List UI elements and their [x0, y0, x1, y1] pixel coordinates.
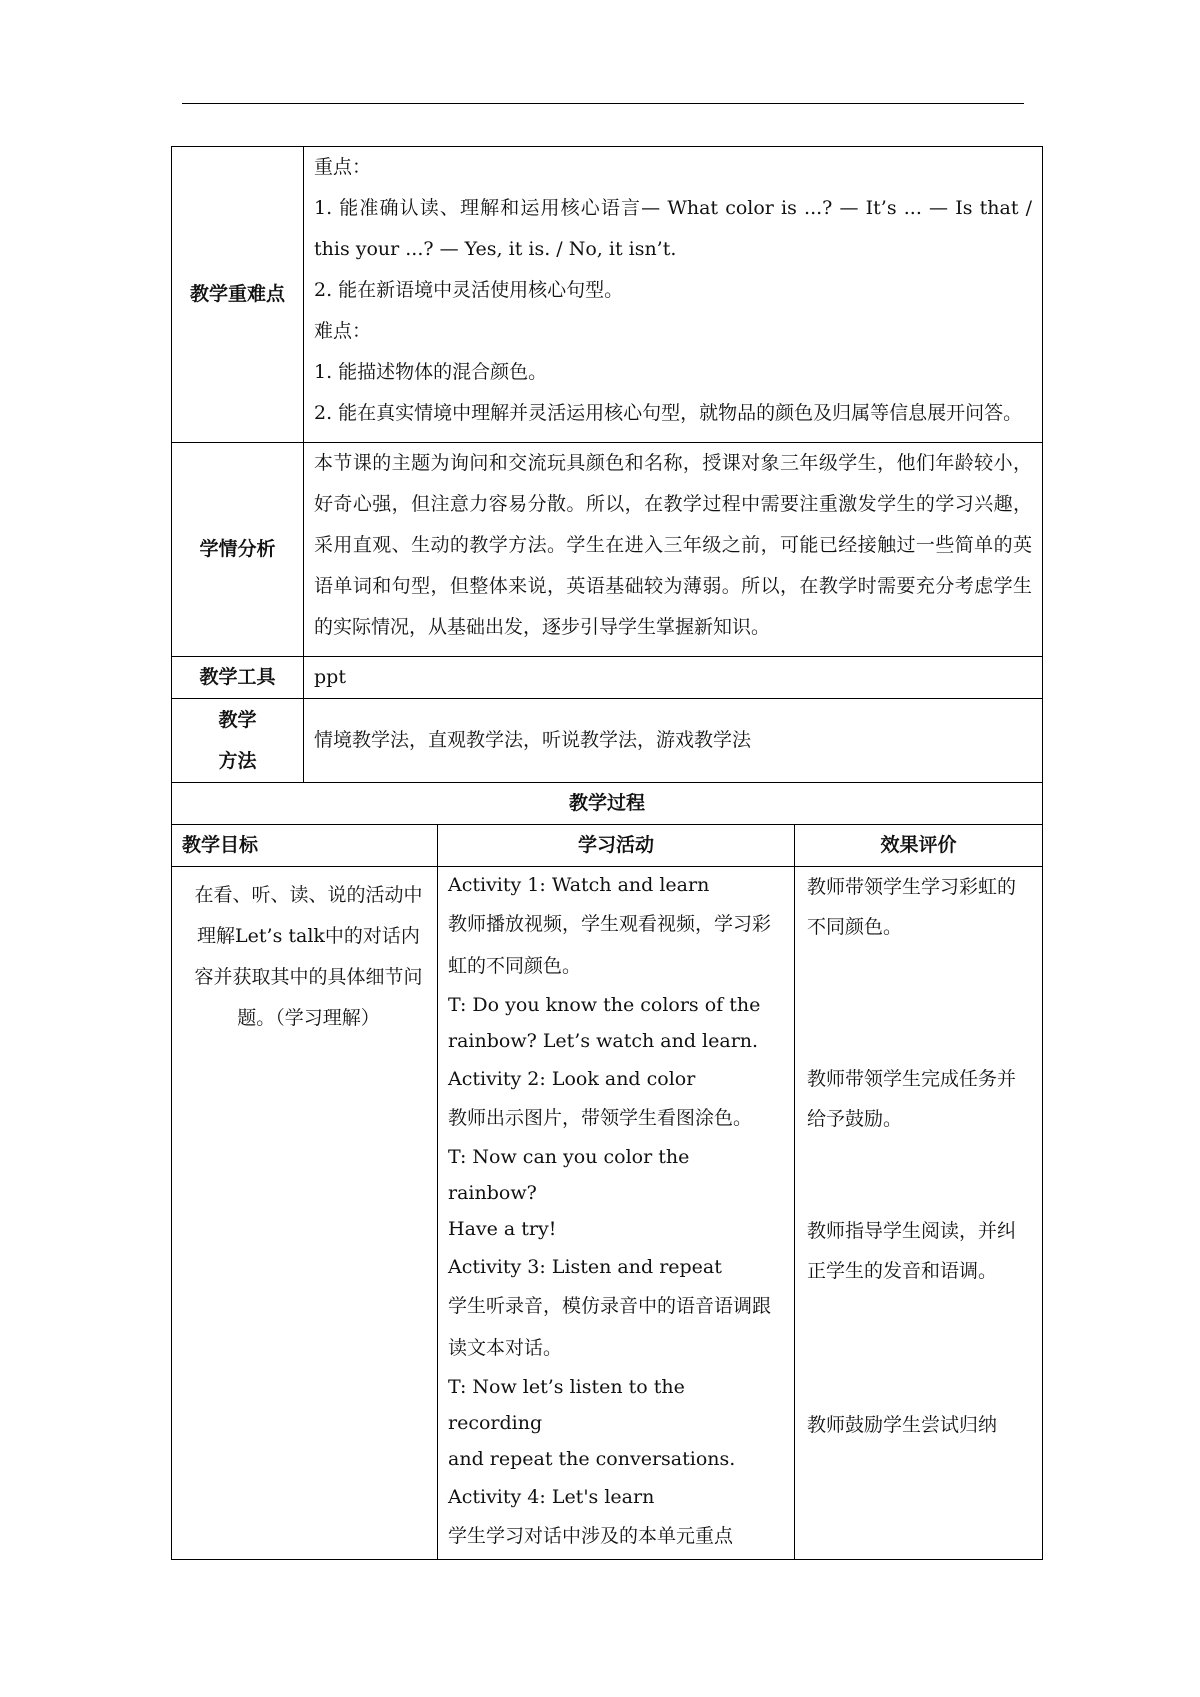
process-title-row — [172, 783, 1043, 825]
difficulty-label: 教学重难点 — [172, 147, 304, 443]
analysis-label: 学情分析 — [172, 443, 304, 657]
activity-block — [448, 867, 784, 1059]
activity-desc: 学生听录音，模仿录音中的语音语调跟读文本对话。 — [448, 1295, 772, 1359]
activity-block — [448, 1249, 784, 1477]
difficulty-line: 1. 能描述物体的混合颜色。 — [314, 361, 548, 383]
activity-line: and repeat the conversations. — [448, 1448, 736, 1470]
eval-text: 教师带领学生完成任务并给予鼓励。 — [807, 1068, 1017, 1130]
tools-value: ppt — [304, 657, 1043, 699]
method-row — [172, 699, 1043, 783]
activity-block — [448, 1479, 784, 1557]
analysis-row — [172, 443, 1043, 657]
process-body-row — [172, 867, 1043, 1560]
process-header-row — [172, 825, 1043, 867]
method-label-line: 方法 — [218, 749, 257, 772]
activity-block — [448, 1061, 784, 1247]
method-value: 情境教学法，直观教学法，听说教学法，游戏教学法 — [304, 699, 1043, 783]
col-eval-header: 效果评价 — [795, 825, 1043, 867]
tools-row — [172, 657, 1043, 699]
activity-desc: 教师播放视频，学生观看视频，学习彩虹的不同颜色。 — [448, 913, 772, 977]
col-activity-header: 学习活动 — [438, 825, 795, 867]
eval-text: 教师鼓励学生尝试归纳 — [807, 1414, 998, 1436]
analysis-text: 本节课的主题为询问和交流玩具颜色和名称，授课对象三年级学生，他们年龄较小，好奇心强，但注意力容易分散。所以，在教学过程中需要注重激发学生的学习兴趣，采用直观、生动的教学方法。学生在进入三年级之前，可能已经接触过一些简单的英语单词和句型，但整体来说，英语基础较为薄弱。所以，在教学时需要充分考虑学生的实际情况，从基础出发，逐步引导学生掌握新知识。 — [304, 443, 1043, 657]
goal-text: 在看、听、读、说的活动中理解Let’s talk中的对话内容并获取其中的具体细节问题。（学习理解） — [172, 867, 438, 1560]
activity-title: Activity 3: Listen and repeat — [448, 1256, 722, 1278]
activities-cell — [438, 867, 795, 1560]
activity-line: Have a try! — [448, 1218, 557, 1240]
process-title: 教学过程 — [172, 783, 1043, 825]
lesson-plan-table — [171, 146, 1043, 1560]
eval-text: 教师带领学生学习彩虹的不同颜色。 — [807, 876, 1017, 938]
difficulty-line: 难点： — [314, 320, 372, 342]
tools-label: 教学工具 — [172, 657, 304, 699]
activity-title: Activity 1: Watch and learn — [448, 874, 710, 896]
activity-desc: 教师出示图片，带领学生看图涂色。 — [448, 1107, 753, 1129]
eval-text: 教师指导学生阅读，并纠正学生的发音和语调。 — [807, 1220, 1017, 1282]
difficulty-line: 1. 能准确认读、理解和运用核心语言— What color is ...? — It’s ... — Is that / this your ...? — Yes, it is. / No, it isn’t. — [314, 197, 1033, 260]
difficulty-line: 重点： — [314, 156, 372, 178]
header-rule — [182, 103, 1024, 104]
activity-title: Activity 4: Let's learn — [448, 1486, 655, 1508]
method-label — [172, 699, 304, 783]
activity-desc: 学生学习对话中涉及的本单元重点 — [448, 1525, 734, 1547]
col-goal-header: 教学目标 — [172, 825, 438, 867]
activity-title: Activity 2: Look and color — [448, 1068, 696, 1090]
difficulty-line: 2. 能在真实情境中理解并灵活运用核心句型，就物品的颜色及归属等信息展开问答。 — [314, 402, 1023, 424]
difficulty-row — [172, 147, 1043, 443]
difficulty-line: 2. 能在新语境中灵活使用核心句型。 — [314, 279, 624, 301]
evals-cell — [795, 867, 1043, 1560]
activity-line: rainbow? Let’s watch and learn. — [448, 1030, 759, 1052]
activity-line: T: Now can you color the rainbow? — [448, 1146, 690, 1204]
activity-line: T: Now let’s listen to the recording — [448, 1376, 685, 1434]
activity-line: T: Do you know the colors of the — [448, 994, 761, 1016]
method-label-line: 教学 — [218, 708, 257, 731]
difficulty-content — [304, 147, 1043, 443]
